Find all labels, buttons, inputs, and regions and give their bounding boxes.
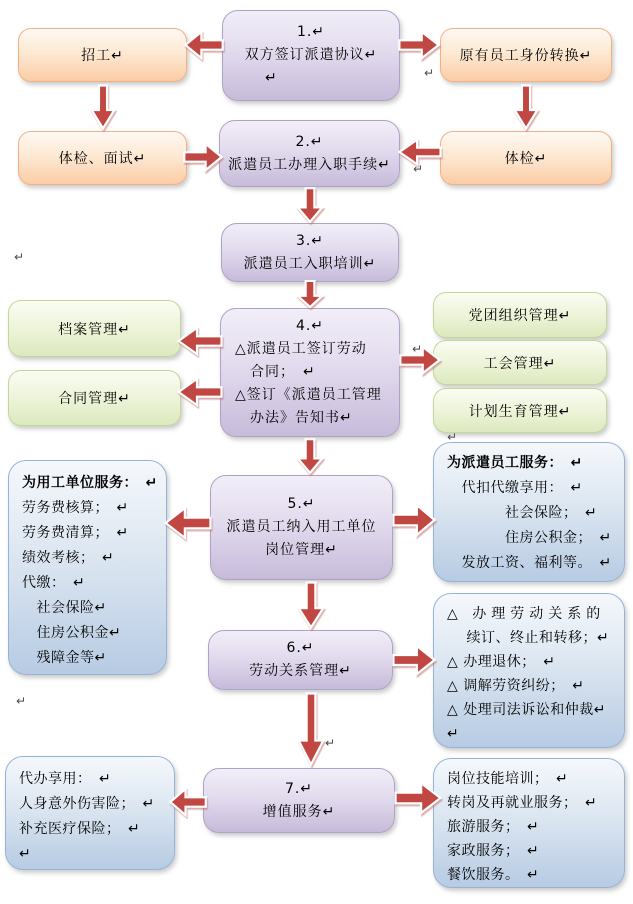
box-identity-switch: [440, 28, 612, 82]
panel-labor-item: △ 调解劳资纠纷； ↵: [447, 678, 585, 694]
panel-employer-title: 为用工单位服务： ↵: [22, 475, 158, 491]
box-step-7: [203, 768, 395, 833]
box-step-5: [210, 475, 393, 580]
step-1-label: 双方签订派遣协议↵: [244, 47, 378, 63]
panel-value-item: 旅游服务； ↵: [447, 819, 540, 835]
box-party-organization-label: 党团组织管理↵: [468, 308, 572, 324]
paragraph-mark: ↵: [413, 162, 424, 176]
arrow-right-icon: [398, 30, 440, 60]
panel-labor-item: △ 办理劳动关系的: [447, 606, 606, 622]
step-4-number: 4.↵: [295, 318, 325, 334]
box-step-1: [222, 10, 400, 101]
panel-employer-item: 劳务费核算； ↵: [22, 500, 129, 516]
panel-employer-item: 代缴： ↵: [22, 575, 86, 591]
panel-employer-item: 社会保险↵: [22, 600, 107, 616]
arrow-left-icon: [184, 30, 224, 60]
panel-agent-item: 补充医疗保险； ↵: [19, 821, 141, 837]
box-archive-management: [8, 300, 181, 357]
box-exam: [440, 131, 612, 185]
panel-dispatched-item: 住房公积金； ↵: [447, 530, 612, 546]
arrow-left-icon: [164, 506, 212, 540]
arrow-left-icon: [177, 326, 223, 356]
arrow-right-icon: [394, 781, 442, 815]
arrow-down-icon: [297, 581, 325, 629]
box-family-planning-label: 计划生育管理↵: [468, 403, 572, 420]
panel-employer-item: 劳务费清算； ↵: [22, 525, 129, 541]
paragraph-mark: ↵: [412, 342, 423, 356]
step-4-line-3: △签订《派遣员工管理: [235, 387, 382, 403]
panel-dispatched-item: 发放工资、福利等。 ↵: [447, 555, 612, 571]
paragraph-mark: ↵: [325, 736, 336, 750]
box-exam-interview-label: 体检、面试↵: [58, 151, 147, 167]
panel-dispatched-title: 为派遣员工服务： ↵: [447, 455, 583, 471]
step-5-number: 5.↵: [287, 496, 316, 512]
step-4-line-4: 办法》告知书↵: [235, 410, 353, 426]
arrow-left-icon: [169, 787, 207, 817]
box-identity-switch-label: 原有员工身份转换↵: [459, 48, 593, 64]
arrow-down-icon: [297, 691, 325, 767]
panel-dispatched-item: 代扣代缴享用： ↵: [447, 480, 583, 496]
panel-agent-benefits: [5, 756, 175, 870]
paragraph-mark: ↵: [14, 250, 25, 264]
box-archive-management-label: 档案管理↵: [58, 321, 131, 338]
step-7-number: 7.↵: [284, 780, 314, 797]
paragraph-mark: ↵: [19, 846, 32, 862]
panel-value-item: 岗位技能培训； ↵: [447, 771, 569, 787]
panel-employer-item: 残障金等↵: [22, 650, 107, 666]
arrow-down-icon: [513, 84, 539, 130]
arrow-down-icon: [296, 280, 324, 308]
panel-labor-relations: [433, 593, 625, 748]
paragraph-mark: ↵: [424, 66, 435, 80]
step-4-line-1: △派遣员工签订劳动: [235, 341, 367, 357]
panel-labor-item: △ 处理司法诉讼和仲裁↵: [447, 702, 606, 718]
arrow-down-icon: [90, 84, 116, 130]
panel-agent-item: 代办享用： ↵: [19, 771, 112, 787]
box-contract-management-label: 合同管理↵: [58, 391, 131, 407]
box-step-2: [219, 120, 400, 187]
step-7-label: 增值服务↵: [262, 803, 336, 820]
step-2-number: 2.↵: [295, 133, 324, 150]
step-4-line-2: 合同； ↵: [235, 364, 316, 380]
box-contract-management: [8, 370, 181, 426]
paragraph-mark: ↵: [447, 430, 458, 444]
arrow-down-icon: [296, 187, 324, 223]
panel-dispatched-services: [433, 442, 625, 582]
box-step-6: [208, 630, 393, 690]
arrow-right-icon: [392, 644, 436, 676]
panel-labor-item: 续订、终止和转移；↵: [447, 630, 610, 646]
step-2-label: 派遣员工办理入职手续↵: [228, 156, 391, 173]
panel-employer-services: [8, 460, 167, 675]
box-union-management: [433, 340, 607, 385]
step-3-number: 3.↵: [295, 232, 325, 249]
panel-dispatched-item: 社会保险； ↵: [447, 505, 598, 521]
panel-value-item: 餐饮服务。 ↵: [447, 867, 540, 883]
paragraph-mark: ↵: [265, 70, 278, 86]
box-party-organization: [433, 292, 607, 338]
step-6-label: 劳动关系管理↵: [249, 663, 352, 679]
box-exam-label: 体检↵: [504, 151, 548, 167]
arrow-right-icon: [183, 142, 223, 172]
arrow-right-icon: [392, 503, 436, 537]
step-5-line-2: 岗位管理↵: [265, 542, 338, 558]
box-exam-interview: [18, 131, 187, 185]
box-recruit: [18, 28, 187, 82]
arrow-left-icon: [177, 377, 223, 407]
paragraph-mark: ↵: [447, 726, 460, 742]
panel-value-item: 家政服务； ↵: [447, 843, 540, 859]
panel-agent-item: 人身意外伤害险； ↵: [19, 796, 155, 812]
box-union-management-label: 工会管理↵: [483, 355, 557, 372]
panel-value-added-services: [433, 758, 625, 888]
box-recruit-label: 招工↵: [81, 48, 124, 64]
panel-labor-item: △ 办理退休； ↵: [447, 654, 556, 670]
step-5-line-1: 派遣员工纳入用工单位: [226, 519, 377, 535]
box-step-4: [220, 308, 400, 437]
paragraph-mark: ↵: [16, 694, 27, 708]
box-step-3: [221, 223, 399, 282]
box-family-planning: [433, 388, 607, 433]
step-1-number: 1.↵: [296, 24, 326, 40]
step-6-number: 6.↵: [286, 640, 315, 656]
panel-value-item: 转岗及再就业服务； ↵: [447, 795, 598, 811]
arrow-down-icon: [296, 438, 324, 474]
panel-employer-item: 绩效考核； ↵: [22, 550, 115, 566]
step-3-label: 派遣员工入职培训↵: [243, 255, 377, 272]
panel-employer-item: 住房公积金↵: [22, 625, 122, 641]
